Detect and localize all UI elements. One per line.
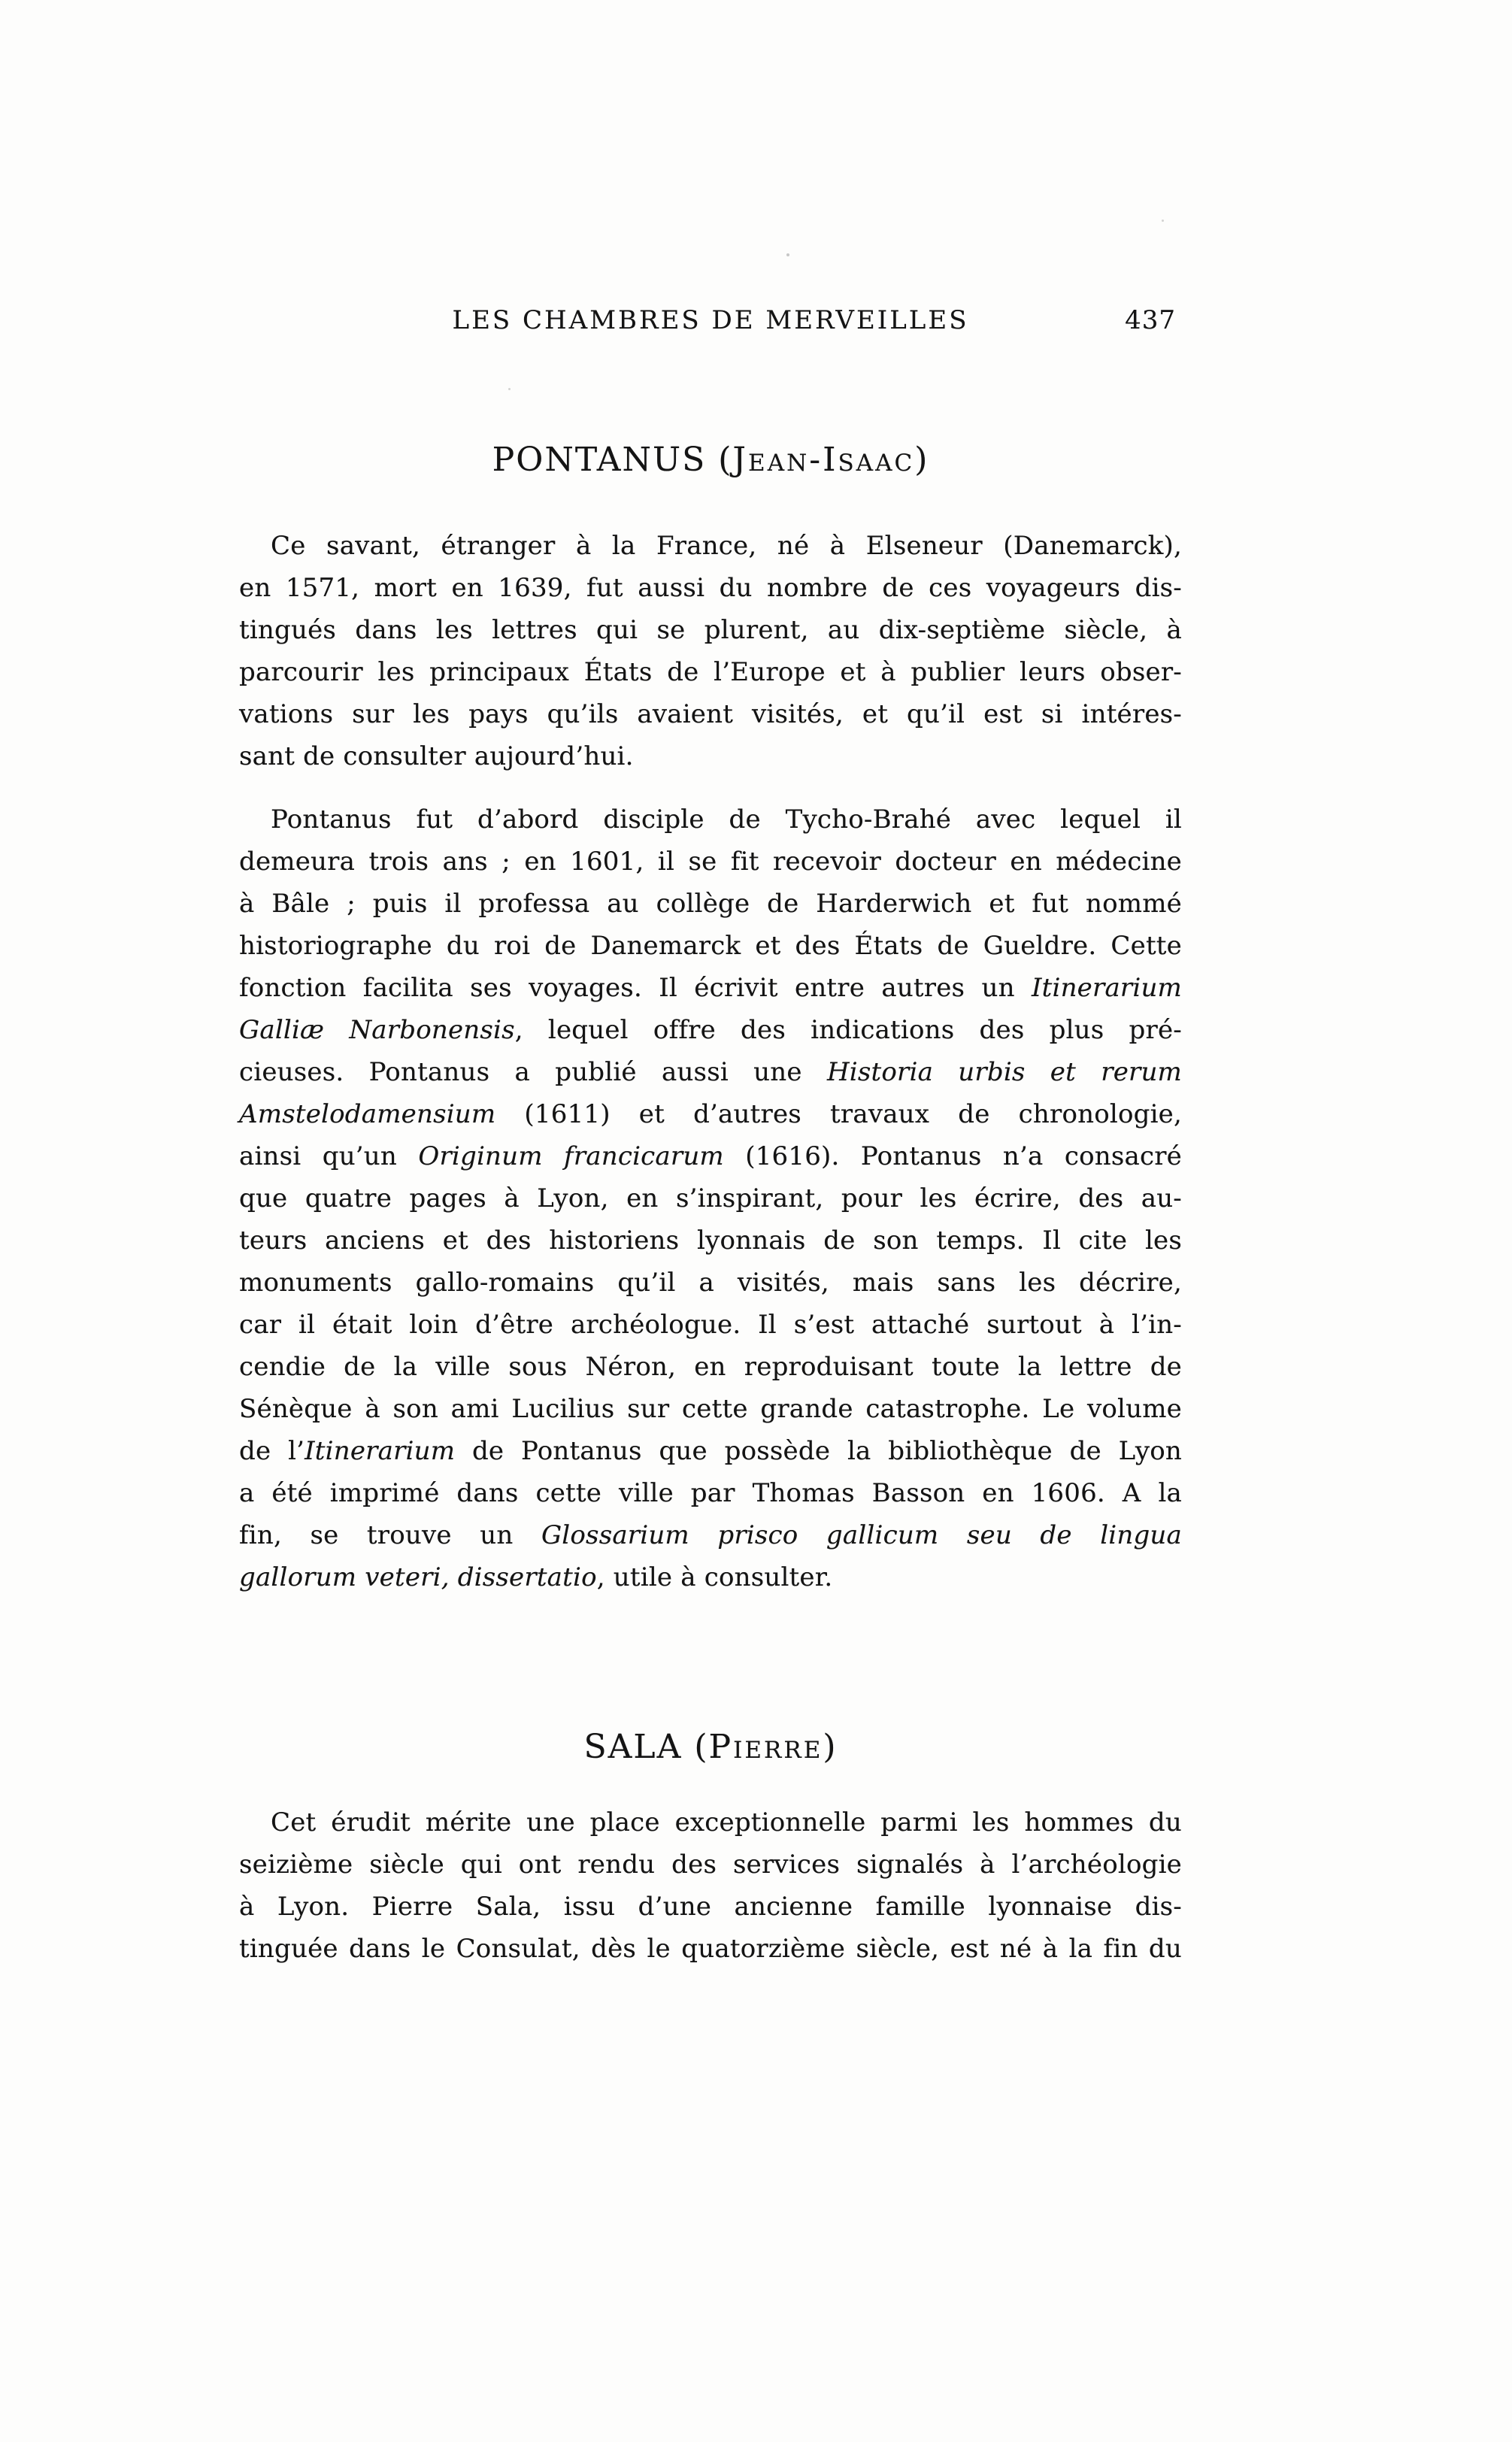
text-line [239, 1472, 1182, 1514]
text-segment: fonction facilita ses voyages. Il écrivit entre autres un [239, 973, 1032, 1003]
scan-speckle [1162, 220, 1164, 222]
text-segment: sant de consulter aujourd’hui. [239, 741, 634, 771]
text-line [239, 1304, 1182, 1346]
text-segment: ) [914, 441, 929, 479]
italic-text: Historia urbis et rerum [826, 1057, 1182, 1087]
italic-text: Originum francicarum [418, 1141, 724, 1171]
text-segment: à Lyon. Pierre Sala, issu d’une ancienne famille lyonnaise dis- [239, 1892, 1182, 1922]
text-segment: , lequel offre des indications des plus pré- [514, 1015, 1182, 1045]
text-line [239, 1346, 1182, 1388]
text-line [239, 841, 1182, 883]
smallcaps-text: Jean-Isaac [732, 441, 915, 479]
text-segment: ) [823, 1728, 838, 1766]
text-line [239, 1177, 1182, 1219]
scan-speckle [786, 253, 789, 256]
text-segment: seizième siècle qui ont rendu des services signalés à l’archéologie [239, 1850, 1182, 1880]
text-segment: que quatre pages à Lyon, en s’inspirant, pour les écrire, des au- [239, 1183, 1182, 1213]
text-line [239, 1093, 1182, 1135]
text-segment: demeura trois ans ; en 1601, il se fit recevoir docteur en médecine [239, 847, 1182, 877]
italic-text: Itinerarium [305, 1436, 456, 1466]
text-segment: de l’ [239, 1436, 305, 1466]
text-line [239, 525, 1182, 567]
text-line [239, 651, 1182, 693]
text-segment: Sénèque à son ami Lucilius sur cette grande catastrophe. Le volume [239, 1394, 1182, 1424]
text-segment: PONTANUS ( [492, 441, 733, 479]
text-line [239, 1135, 1182, 1177]
text-line [239, 1886, 1182, 1928]
text-segment: SALA ( [583, 1728, 709, 1766]
text-segment: Pontanus fut d’abord disciple de Tycho-Brahé avec lequel il [271, 804, 1182, 835]
text-line [239, 798, 1182, 841]
text-line [239, 1514, 1182, 1556]
text-segment: à Bâle ; puis il professa au collège de Harderwich et fut nommé [239, 889, 1182, 919]
text-segment: (1616). Pontanus n’a consacré [723, 1141, 1182, 1171]
text-segment: a été imprimé dans cette ville par Thomas Basson en 1606. A la [239, 1478, 1182, 1508]
italic-text: Amstelodamensium [239, 1099, 496, 1129]
text-line [239, 967, 1182, 1009]
text-line [239, 567, 1182, 609]
text-segment: monuments gallo-romains qu’il a visités, mais sans les décrire, [239, 1268, 1182, 1298]
scan-speckle [508, 388, 511, 390]
text-segment: car il était loin d’être archéologue. Il s’est attaché surtout à l’in- [239, 1310, 1182, 1340]
text-line [239, 1009, 1182, 1051]
italic-text: gallorum veteri, dissertatio [239, 1562, 597, 1592]
italic-text: Glossarium prisco gallicum seu de lingua [541, 1520, 1182, 1550]
italic-text: Galliæ Narbonensis [239, 1015, 515, 1045]
text-segment: tingués dans les lettres qui se plurent, au dix-septième siècle, à [239, 615, 1182, 645]
smallcaps-text: Pierre [708, 1728, 823, 1766]
text-line [239, 735, 1182, 777]
text-segment: teurs anciens et des historiens lyonnais de son temps. Il cite les [239, 1226, 1182, 1256]
text-line [239, 1219, 1182, 1262]
text-line [239, 609, 1182, 651]
text-line [239, 1051, 1182, 1093]
text-segment: parcourir les principaux États de l’Europe et à publier leurs obser- [239, 657, 1182, 687]
text-segment: cendie de la ville sous Néron, en reproduisant toute la lettre de [239, 1352, 1182, 1382]
text-line [239, 1388, 1182, 1430]
text-line [239, 883, 1182, 925]
paragraph-sala-intro [239, 1801, 1182, 1970]
text-segment: historiographe du roi de Danemarck et des États de Gueldre. Cette [239, 931, 1182, 961]
paragraph-pontanus-intro [239, 525, 1182, 777]
text-line [239, 1556, 1182, 1598]
running-title: LES CHAMBRES DE MERVEILLES [452, 305, 969, 335]
text-segment: ainsi qu’un [239, 1141, 419, 1171]
text-line [239, 693, 1182, 735]
text-line [239, 925, 1182, 967]
text-segment: de Pontanus que possède la bibliothèque de Lyon [455, 1436, 1183, 1466]
text-line [239, 1928, 1182, 1970]
page-number: 437 [1125, 305, 1176, 335]
text-segment: (1611) et d’autres travaux de chronologie, [495, 1099, 1182, 1129]
text-segment: Cet érudit mérite une place exceptionnelle parmi les hommes du [271, 1807, 1182, 1838]
text-segment: tinguée dans le Consulat, dès le quatorzième siècle, est né à la fin du [239, 1934, 1182, 1964]
text-segment: en 1571, mort en 1639, fut aussi du nombre de ces voyageurs dis- [239, 573, 1182, 603]
running-head [239, 304, 1182, 337]
text-line [239, 1430, 1182, 1472]
text-line [239, 1262, 1182, 1304]
text-segment: cieuses. Pontanus a publié aussi une [239, 1057, 827, 1087]
section-heading-pontanus [239, 441, 1182, 480]
section-heading-sala [239, 1728, 1182, 1767]
text-line [239, 1844, 1182, 1886]
text-segment: , utile à consulter. [596, 1562, 833, 1592]
italic-text: Itinerarium [1032, 973, 1182, 1003]
text-segment: fin, se trouve un [239, 1520, 541, 1550]
text-segment: vations sur les pays qu’ils avaient visités, et qu’il est si intéres- [239, 699, 1182, 729]
text-line [239, 1801, 1182, 1844]
paragraph-pontanus-body [239, 798, 1182, 1598]
text-segment: Ce savant, étranger à la France, né à Elseneur (Danemarck), [271, 531, 1182, 561]
